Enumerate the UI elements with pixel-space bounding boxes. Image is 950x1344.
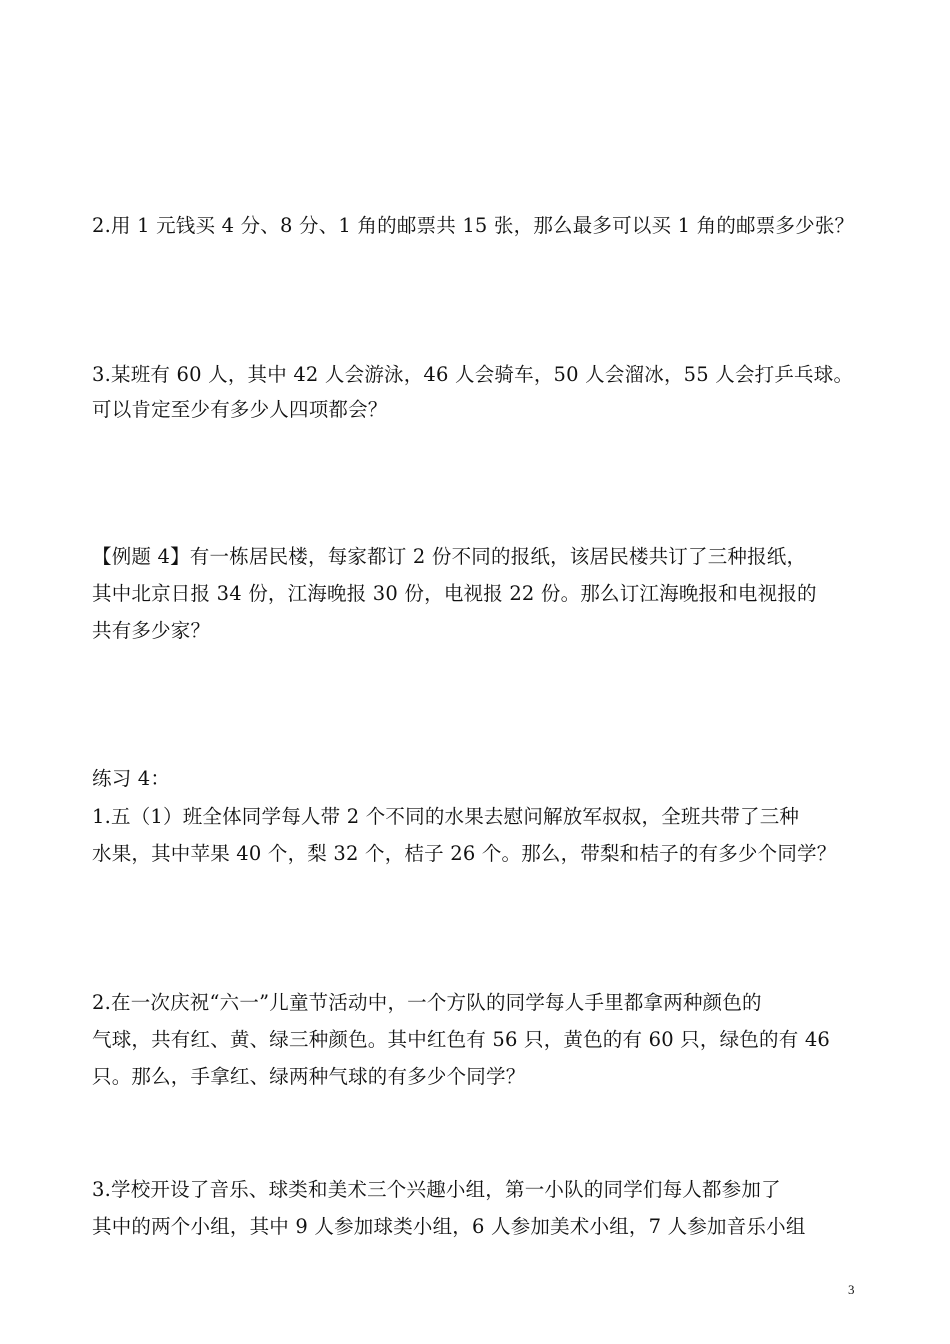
exercise-4-problem-2-line-1: 2.在一次庆祝“六一”儿童节活动中，一个方队的同学每人手里都拿两种颜色的	[92, 991, 762, 1014]
problem-3-line-1: 3.某班有 60 人，其中 42 人会游泳，46 人会骑车，50 人会溜冰，55 人会打乒乓球。	[92, 363, 854, 386]
example-4-line-3: 共有多少家？	[92, 619, 211, 642]
exercise-4-problem-3-line-1: 3.学校开设了音乐、球类和美术三个兴趣小组，第一小队的同学们每人都参加了	[92, 1178, 781, 1201]
page-number: 3	[848, 1282, 855, 1297]
exercise-4-problem-2-line-3: 只。那么，手拿红、绿两种气球的有多少个同学？	[92, 1065, 526, 1088]
exercise-4-problem-2-line-2: 气球，共有红、黄、绿三种颜色。其中红色有 56 只，黄色的有 60 只，绿色的有 46	[92, 1028, 831, 1051]
problem-2-line: 2.用 1 元钱买 4 分、8 分、1 角的邮票共 15 张，那么最多可以买 1 角的邮票多少张？	[92, 214, 855, 237]
exercise-4-problem-1-line-1: 1.五（1）班全体同学每人带 2 个不同的水果去慰问解放军叔叔，全班共带了三种	[92, 805, 800, 828]
problem-3-line-2: 可以肯定至少有多少人四项都会？	[92, 398, 388, 421]
exercise-4-problem-3-line-2: 其中的两个小组，其中 9 人参加球类小组，6 人参加美术小组，7 人参加音乐小组	[92, 1215, 806, 1238]
exercise-4-problem-1-line-2: 水果，其中苹果 40 个，梨 32 个，桔子 26 个。那么，带梨和桔子的有多少个同学？	[92, 842, 837, 865]
example-4-line-2: 其中北京日报 34 份，江海晚报 30 份，电视报 22 份。那么订江海晚报和电视报的	[92, 582, 817, 605]
example-4-line-1: 【例题 4】有一栋居民楼，每家都订 2 份不同的报纸，该居民楼共订了三种报纸，	[92, 545, 807, 568]
exercise-4-heading: 练习 4：	[92, 767, 171, 790]
